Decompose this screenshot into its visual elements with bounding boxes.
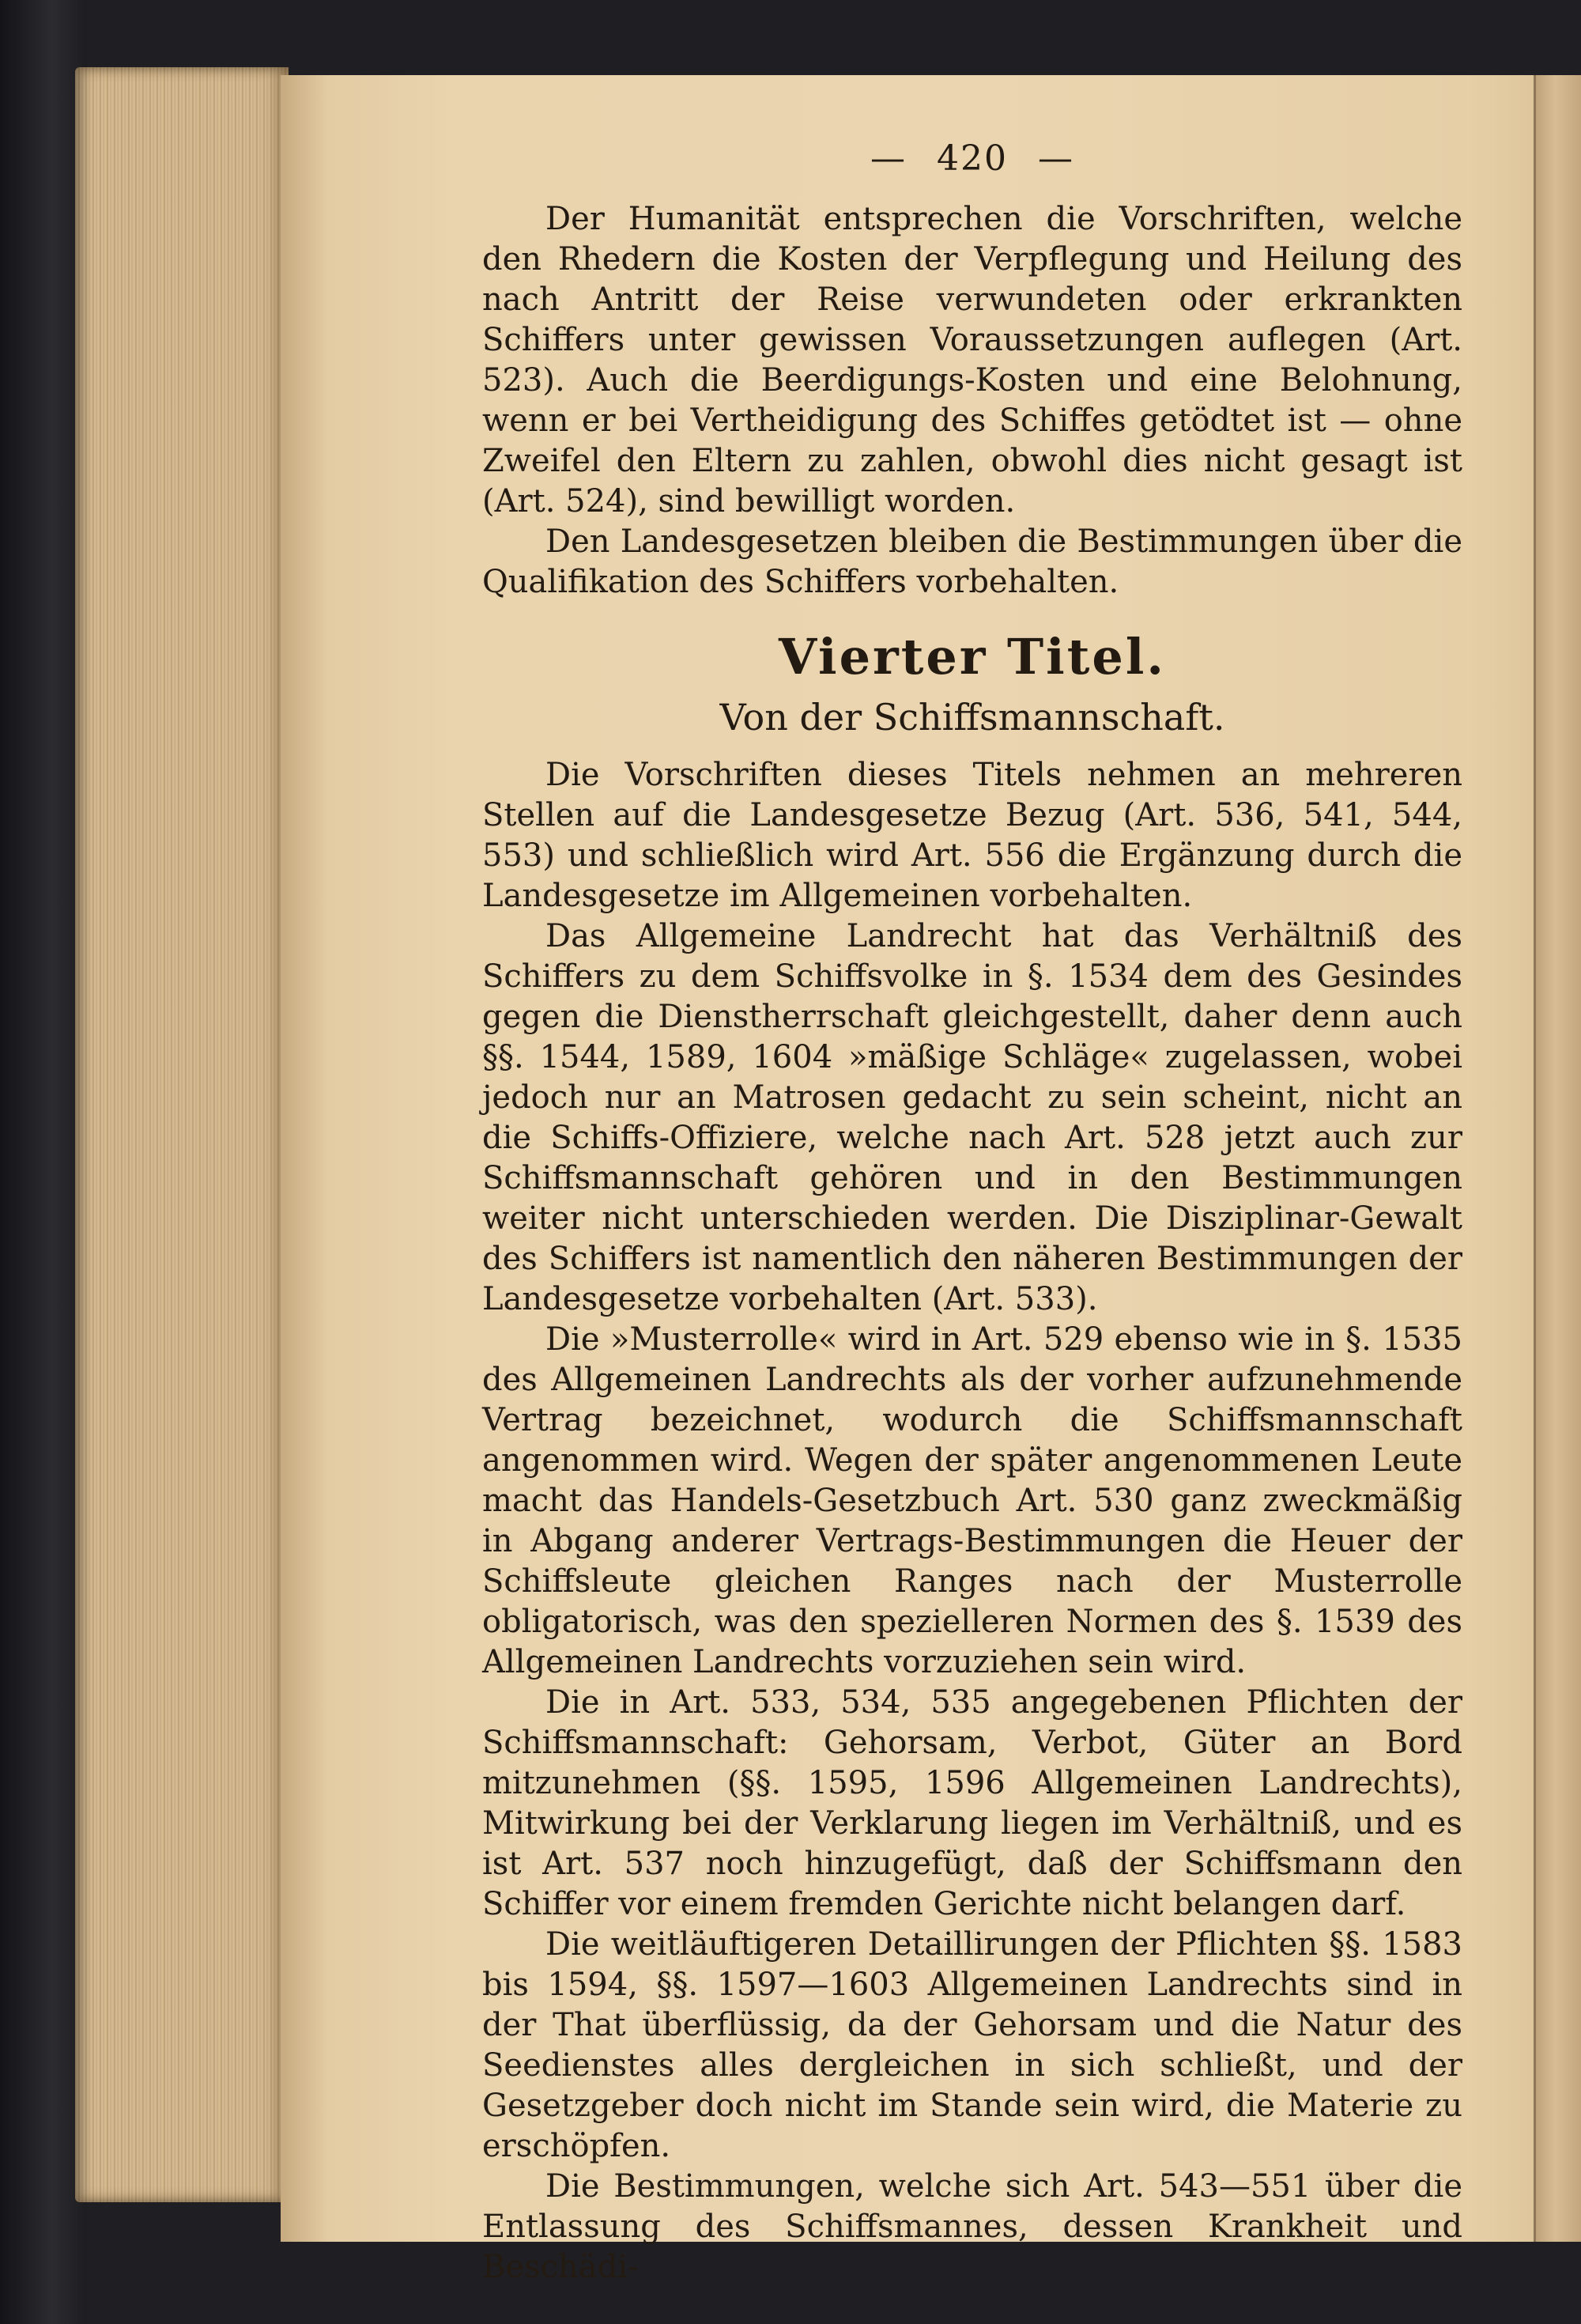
paragraph-landrecht: Das Allgemeine Landrecht hat das Verhältniß des Schiffers zu dem Schiffsvolke in §. 1534 dem des Gesindes gegen die Dienstherrschaft gleichgestellt, daher denn auch §§. 1544, 1589, 1604 »mäßige Schläge« zugelassen, wobei jedoch nur an Matrosen gedacht zu sein scheint, nicht an die Schiffs-Offiziere, welche nach Art. 528 jetzt auch zur Schiffsmannschaft gehören und in den Bestimmungen weiter nicht unterschieden werden. Die Disziplinar-Gewalt des Schiffers ist namentlich den näheren Bestimmungen der Landesgesetze vorbehalten (Art. 533). [482, 918, 1462, 1317]
page-number: 420 [937, 138, 1008, 179]
page-header [482, 138, 1462, 179]
header-dash-left: — [870, 138, 907, 179]
paragraph-humanity: Der Humanität entsprechen die Vorschriften, welche den Rhedern die Kosten der Verpflegung und Heilung des nach Antritt der Reise verwundeten oder erkrankten Schiffers unter gewissen Voraussetzungen auflegen (Art. 523). Auch die Beerdigungs-Kosten und eine Belohnung, wenn er bei Vertheidigung des Schiffes getödtet ist — ohne Zweifel den Eltern zu zahlen, obwohl dies nicht gesagt ist (Art. 524), sind bewilligt worden. [482, 201, 1462, 520]
paragraph-qualification: Den Landesgesetzen bleiben die Bestimmungen über die Qualifikation des Schiffers vorbehalten. [482, 523, 1462, 600]
header-dash-right: — [1037, 138, 1074, 179]
section-title: Vierter Titel. [779, 628, 1166, 686]
book-cover [0, 0, 87, 2324]
right-page-edge [1534, 75, 1581, 2242]
paragraph-regulations: Die Vorschriften dieses Titels nehmen an mehreren Stellen auf die Landesgesetze Bezug (Art. 536, 541, 544, 553) und schließlich wird Art. 556 die Ergänzung durch die Landesgesetze im Allgemeinen vorbehalten. [482, 757, 1462, 914]
paragraph-dismissal: Die Bestimmungen, welche sich Art. 543—551 über die Entlassung des Schiffsmannes, dessen Krankheit und Beschädi- [482, 2168, 1462, 2285]
page-edges [75, 67, 289, 2202]
paragraph-details: Die weitläuftigeren Detaillirungen der Pflichten §§. 1583 bis 1594, §§. 1597—1603 Allgemeinen Landrechts sind in der That überflüssig, da der Gehorsam und die Natur des Seedienstes alles dergleichen in sich schließt, und der Gesetzgeber doch nicht im Stande sein wird, die Materie zu erschöpfen. [482, 1926, 1462, 2164]
section-subtitle: Von der Schiffsmannschaft. [719, 696, 1225, 739]
paragraph-musterrolle: Die »Musterrolle« wird in Art. 529 ebenso wie in §. 1535 des Allgemeinen Landrechts als der vorher aufzunehmende Vertrag bezeichnet, wodurch die Schiffsmannschaft angenommen wird. Wegen der später angenommenen Leute macht das Handels-Gesetzbuch Art. 530 ganz zweckmäßig in Abgang anderer Vertrags-Bestimmungen die Heuer der Schiffsleute gleichen Ranges nach der Musterrolle obligatorisch, was den spezielleren Normen des §. 1539 des Allgemeinen Landrechts vorzuziehen sein wird. [482, 1321, 1462, 1680]
page-text [482, 138, 1462, 2288]
paragraph-duties: Die in Art. 533, 534, 535 angegebenen Pflichten der Schiffsmannschaft: Gehorsam, Verbot, Güter an Bord mitzunehmen (§§. 1595, 1596 Allgemeinen Landrechts), Mitwirkung bei der Verklarung liegen im Verhältniß, und es ist Art. 537 noch hinzugefügt, daß der Schiffsmann den Schiffer vor einem fremden Gerichte nicht belangen darf. [482, 1684, 1462, 1922]
